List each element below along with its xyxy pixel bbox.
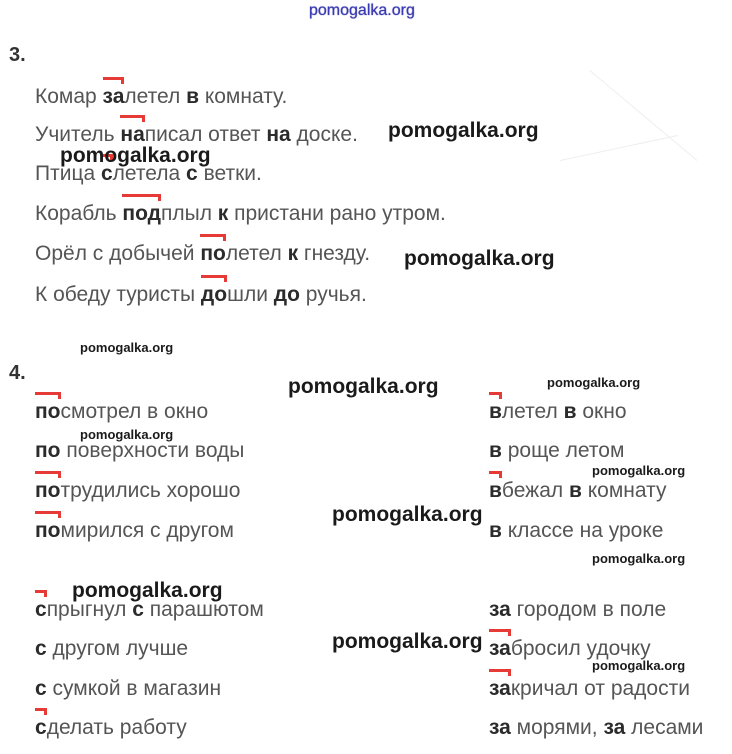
ex4-left-item xyxy=(35,400,208,424)
preposition: в xyxy=(563,400,577,423)
text-fragment: летел xyxy=(124,85,187,108)
text-fragment: другом лучше xyxy=(46,637,189,660)
text-fragment: прыгнул xyxy=(46,598,133,621)
text-fragment: плыл xyxy=(160,202,218,225)
ex3-sentence xyxy=(35,85,287,109)
watermark: pomogalka.org xyxy=(388,119,539,142)
preposition: с xyxy=(35,637,47,660)
preposition: за xyxy=(603,716,626,739)
ex3-sentence xyxy=(35,202,446,226)
watermark: pomogalka.org xyxy=(592,658,686,673)
prefix-wrapper xyxy=(35,716,47,739)
text-fragment: мирился с другом xyxy=(60,519,234,542)
ex4-left-item xyxy=(35,439,244,463)
watermark: pomogalka.org xyxy=(80,340,174,355)
prefix: с xyxy=(100,162,113,185)
text-fragment: бежал xyxy=(501,479,569,502)
text-fragment: сумкой в магазин xyxy=(46,677,222,700)
preposition: до xyxy=(273,283,300,306)
prefix-wrapper xyxy=(489,479,502,502)
prefix: по xyxy=(35,519,61,542)
watermark: pomogalka.org xyxy=(288,375,439,398)
text-fragment: летел xyxy=(501,400,564,423)
preposition: с xyxy=(132,598,144,621)
prefix-wrapper xyxy=(489,637,511,660)
preposition: за xyxy=(489,598,511,621)
prefix: за xyxy=(489,637,511,660)
ex4-right-item xyxy=(489,598,666,622)
prefix: по xyxy=(200,242,226,265)
text-fragment: пристани рано утром. xyxy=(228,202,446,225)
ex4-right-item xyxy=(489,479,666,503)
prefix-wrapper xyxy=(120,123,144,146)
prefix-mark-icon xyxy=(35,590,47,597)
exercise-4-number: 4. xyxy=(9,362,26,384)
prefix-wrapper xyxy=(489,400,502,423)
text-fragment: Птица xyxy=(35,162,101,185)
text-fragment: Комар xyxy=(35,85,103,108)
watermark: pomogalka.org xyxy=(332,630,483,653)
prefix: на xyxy=(120,123,145,146)
prefix-mark-icon xyxy=(35,511,61,518)
prefix-mark-icon xyxy=(35,471,61,478)
text-fragment: классе на уроке xyxy=(501,519,664,542)
prefix-mark-icon xyxy=(35,392,61,399)
watermark: pomogalka.org xyxy=(60,144,211,167)
text-fragment: трудились хорошо xyxy=(60,479,241,502)
text-fragment: городом в поле xyxy=(510,598,667,621)
watermark: pomogalka.org xyxy=(547,375,641,390)
scan-artifact-line xyxy=(560,135,678,161)
text-fragment: поверхности воды xyxy=(60,439,245,462)
ex3-sentence xyxy=(35,242,370,266)
prefix: по xyxy=(35,400,61,423)
prefix-wrapper xyxy=(489,677,511,700)
preposition: в xyxy=(489,439,502,462)
prefix: за xyxy=(102,85,125,108)
text-fragment: комнату xyxy=(581,479,667,502)
text-fragment: роще летом xyxy=(501,439,625,462)
ex4-left-item xyxy=(35,716,187,740)
watermark: pomogalka.org xyxy=(72,579,223,602)
ex4-right-item xyxy=(489,400,627,424)
text-fragment: делать работу xyxy=(46,716,187,739)
prefix: по xyxy=(35,479,61,502)
ex3-sentence xyxy=(35,283,367,307)
text-fragment: Учитель xyxy=(35,123,121,146)
watermark: pomogalka.org xyxy=(80,427,174,442)
text-fragment: доске. xyxy=(290,123,358,146)
text-fragment: летел xyxy=(225,242,288,265)
preposition: в xyxy=(568,479,582,502)
scan-artifact-line xyxy=(589,70,697,161)
ex4-right-item xyxy=(489,716,703,740)
prefix-mark-icon xyxy=(200,234,226,241)
ex4-left-item xyxy=(35,519,234,543)
ex4-left-item xyxy=(35,479,240,503)
prefix-mark-icon xyxy=(489,629,511,636)
prefix-wrapper xyxy=(35,598,47,621)
text-fragment: окно xyxy=(576,400,627,423)
text-fragment: шли xyxy=(227,283,274,306)
text-fragment: Корабль xyxy=(35,202,123,225)
preposition: по xyxy=(35,439,61,462)
text-fragment: К обеду туристы xyxy=(35,283,201,306)
watermark: pomogalka.org xyxy=(332,503,483,526)
prefix: в xyxy=(489,400,502,423)
exercise-3-number: 3. xyxy=(9,44,26,66)
prefix-wrapper xyxy=(201,283,227,306)
text-fragment: морями, xyxy=(510,716,604,739)
prefix-mark-icon xyxy=(103,77,125,84)
prefix: за xyxy=(489,677,511,700)
text-fragment: смотрел в окно xyxy=(60,400,209,423)
ex4-left-item xyxy=(35,677,221,701)
prefix: под xyxy=(122,202,161,225)
prefix-wrapper xyxy=(35,400,61,423)
ex4-right-item xyxy=(489,439,624,463)
prefix-mark-icon xyxy=(120,115,144,122)
prefix-mark-icon xyxy=(489,471,502,478)
preposition: к xyxy=(287,242,299,265)
prefix: в xyxy=(489,479,502,502)
watermark: pomogalka.org xyxy=(404,247,555,270)
prefix-wrapper xyxy=(35,519,61,542)
watermark: pomogalka.org xyxy=(592,551,686,566)
prefix-wrapper xyxy=(35,479,61,502)
watermark: pomogalka.org xyxy=(592,463,686,478)
text-fragment: ручья. xyxy=(299,283,367,306)
text-fragment: бросил удочку xyxy=(510,637,651,660)
prefix-mark-icon xyxy=(122,194,161,201)
ex4-left-item xyxy=(35,637,188,661)
preposition: с xyxy=(186,162,198,185)
prefix-wrapper xyxy=(200,242,226,265)
text-fragment: Орёл с добычей xyxy=(35,242,201,265)
text-fragment: комнату. xyxy=(199,85,288,108)
preposition: в xyxy=(489,519,502,542)
preposition: на xyxy=(266,123,291,146)
text-fragment: писал ответ xyxy=(144,123,267,146)
preposition: с xyxy=(35,677,47,700)
preposition: за xyxy=(489,716,511,739)
prefix: с xyxy=(35,598,47,621)
preposition: в xyxy=(186,85,199,108)
prefix: с xyxy=(35,716,47,739)
text-fragment: парашютом xyxy=(143,598,264,621)
text-fragment: кричал от радости xyxy=(510,677,690,700)
prefix-wrapper xyxy=(103,85,125,108)
ex4-right-item xyxy=(489,519,663,543)
text-fragment: летела xyxy=(112,162,187,185)
text-fragment: гнезду. xyxy=(298,242,371,265)
prefix-wrapper xyxy=(122,202,161,225)
watermark-top: pomogalka.org xyxy=(309,2,415,19)
prefix: до xyxy=(200,283,228,306)
text-fragment: ветки. xyxy=(197,162,262,185)
text-fragment: лесами xyxy=(625,716,704,739)
prefix-mark-icon xyxy=(35,708,47,715)
prefix-mark-icon xyxy=(201,275,227,282)
prefix-mark-icon xyxy=(489,392,502,399)
prefix-mark-icon xyxy=(489,669,511,676)
ex4-right-item xyxy=(489,677,690,701)
preposition: к xyxy=(217,202,229,225)
